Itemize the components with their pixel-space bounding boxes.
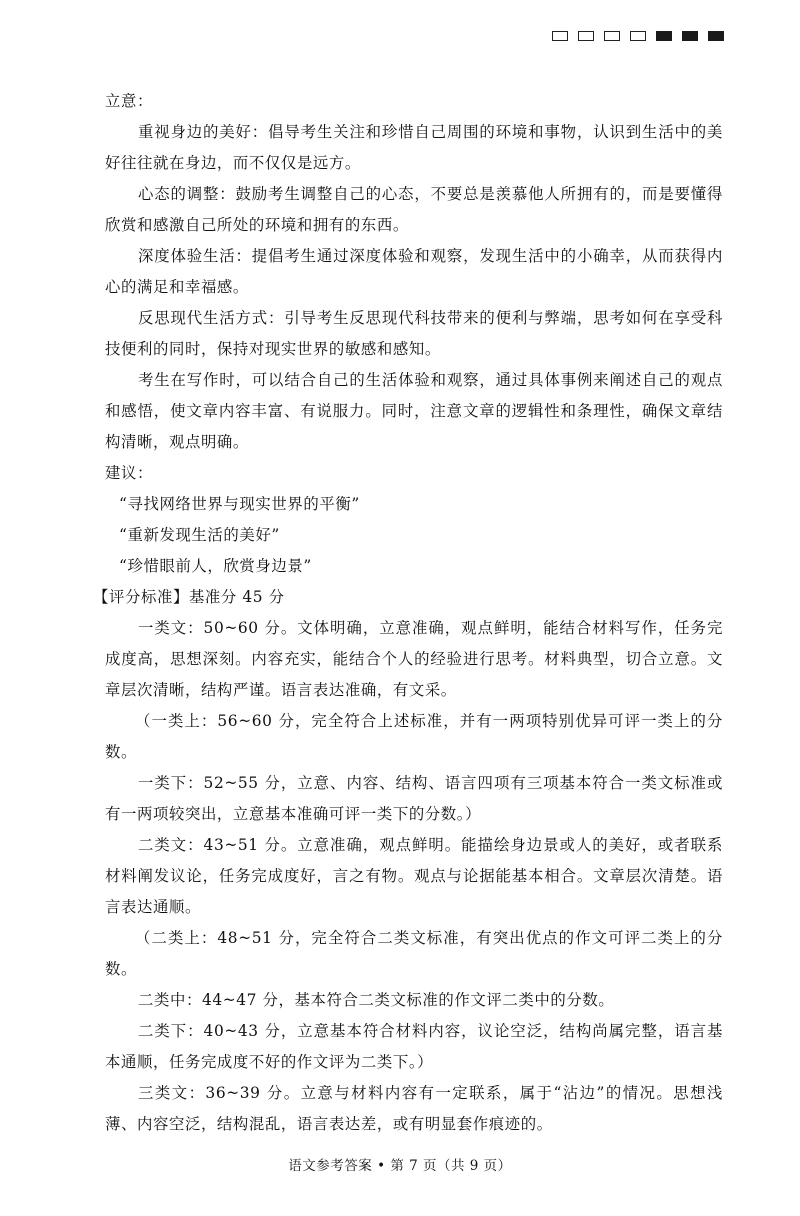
intent-point: 重视身边的美好：倡导考生关注和珍惜自己周围的环境和事物，认识到生活中的美好往往就在身边，而不仅仅是远方。 bbox=[105, 123, 723, 172]
grading-item: 二类中：44~47 分，基本符合二类文标准的作文评二类中的分数。 bbox=[138, 991, 615, 1009]
grading-item: 二类下：40~43 分，立意基本符合材料内容，议论空泛，结构尚属完整，语言基本通顺，任务完成度不好的作文评为二类下。） bbox=[105, 1022, 723, 1071]
corner-mark-empty bbox=[630, 31, 646, 41]
corner-mark-empty bbox=[552, 31, 568, 41]
grading-item: 一类文：50~60 分。文体明确，立意准确，观点鲜明，能结合材料写作，任务完成度高，思想深刻。内容充实，能结合个人的经验进行思考。材料典型，切合立意。文章层次清晰，结构严谨。语言表达准确，有文采。 bbox=[105, 619, 723, 699]
corner-mark-filled bbox=[682, 31, 698, 41]
corner-mark-filled bbox=[656, 31, 672, 41]
corner-mark-empty bbox=[604, 31, 620, 41]
intent-summary: 考生在写作时，可以结合自己的生活体验和观察，通过具体事例来阐述自己的观点和感悟，使文章内容丰富、有说服力。同时，注意文章的逻辑性和条理性，确保文章结构清晰，观点明确。 bbox=[105, 371, 723, 451]
intent-point: 反思现代生活方式：引导考生反思现代科技带来的便利与弊端，思考如何在享受科技便利的同时，保持对现实世界的敏感和感知。 bbox=[105, 309, 723, 358]
grading-item: 二类文：43~51 分。立意准确，观点鲜明。能描绘身边景或人的美好，或者联系材料阐发议论，任务完成度好，言之有物。观点与论据能基本相合。文章层次清楚。语言表达通顺。 bbox=[105, 836, 723, 916]
intent-point: 深度体验生活：提倡考生通过深度体验和观察，发现生活中的小确幸，从而获得内心的满足和幸福感。 bbox=[105, 247, 723, 296]
grading-item: （二类上：48~51 分，完全符合二类文标准，有突出优点的作文可评二类上的分数。 bbox=[105, 929, 723, 978]
corner-mark-empty bbox=[578, 31, 594, 41]
intent-point: 心态的调整：鼓励考生调整自己的心态，不要总是羡慕他人所拥有的，而是要懂得欣赏和感激自己所处的环境和拥有的东西。 bbox=[105, 185, 723, 234]
grading-heading: 【评分标准】基准分 45 分 bbox=[93, 588, 285, 606]
grading-item: （一类上：56~60 分，完全符合上述标准，并有一两项特别优异可评一类上的分数。 bbox=[105, 712, 723, 761]
suggestion-item: “珍惜眼前人，欣赏身边景” bbox=[119, 557, 312, 575]
suggestion-item: “重新发现生活的美好” bbox=[119, 526, 280, 544]
suggestion-item: “寻找网络世界与现实世界的平衡” bbox=[119, 495, 360, 513]
corner-mark-filled bbox=[708, 31, 724, 41]
page-footer: 语文参考答案 • 第 7 页（共 9 页） bbox=[288, 1158, 512, 1174]
grading-item: 一类下：52~55 分，立意、内容、结构、语言四项有三项基本符合一类文标准或有一两项较突出，立意基本准确可评一类下的分数。） bbox=[105, 774, 723, 823]
suggest-heading: 建议： bbox=[105, 464, 153, 482]
answer-content bbox=[93, 86, 723, 1140]
grading-item: 三类文：36~39 分。立意与材料内容有一定联系，属于“沾边”的情况。思想浅薄、内容空泛，结构混乱，语言表达差，或有明显套作痕迹的。 bbox=[105, 1084, 723, 1133]
intent-heading: 立意： bbox=[105, 92, 153, 110]
